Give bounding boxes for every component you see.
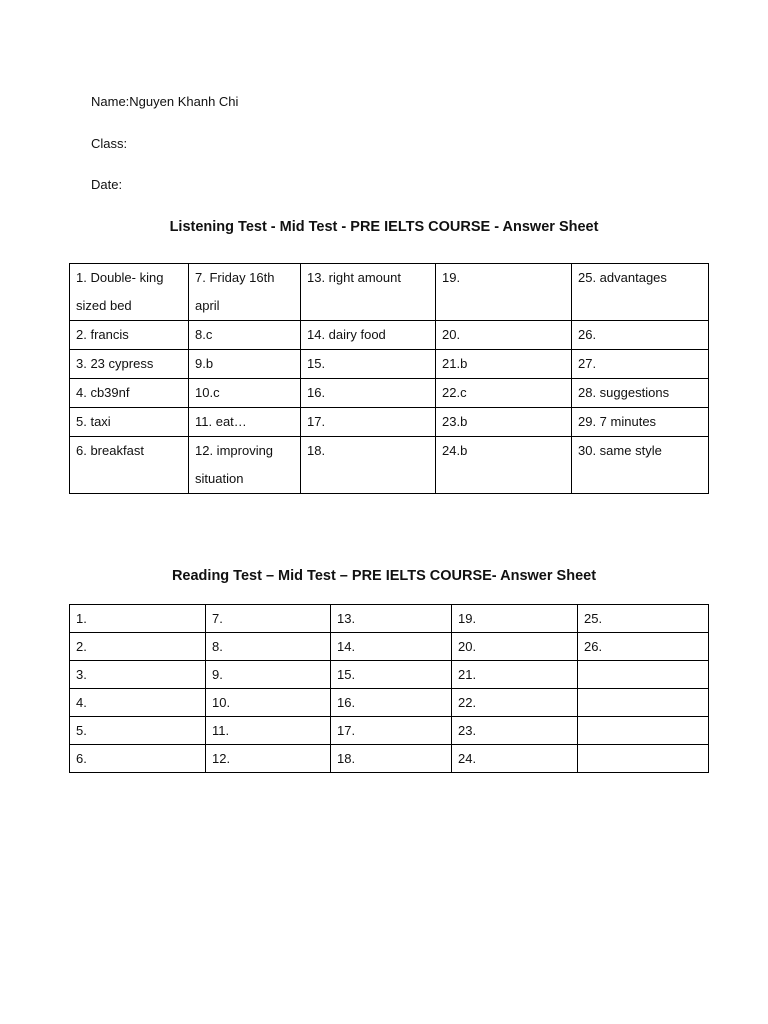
answer-cell	[578, 689, 709, 717]
answer-cell: 6.	[70, 745, 206, 773]
answer-cell: 4. cb39nf	[70, 379, 189, 408]
answer-cell: 26.	[572, 321, 709, 350]
answer-cell: 6. breakfast	[70, 437, 189, 494]
answer-cell: 12. improving situation	[189, 437, 301, 494]
answer-cell: 15.	[331, 661, 452, 689]
answer-cell: 20.	[452, 633, 578, 661]
answer-cell: 1.	[70, 605, 206, 633]
student-class: Class:	[91, 136, 128, 151]
answer-cell: 25.	[578, 605, 709, 633]
answer-cell: 15.	[301, 350, 436, 379]
answer-cell: 10.c	[189, 379, 301, 408]
answer-cell: 13.	[331, 605, 452, 633]
student-name: Name:Nguyen Khanh Chi	[91, 94, 239, 109]
table-row	[70, 350, 709, 379]
table-row	[70, 745, 709, 773]
answer-cell: 30. same style	[572, 437, 709, 494]
answer-cell: 9.b	[189, 350, 301, 379]
test-date: Date:	[91, 177, 123, 192]
answer-cell: 16.	[301, 379, 436, 408]
table-row	[70, 605, 709, 633]
answer-cell: 1. Double- king sized bed	[70, 264, 189, 321]
answer-cell	[578, 745, 709, 773]
answer-cell: 3.	[70, 661, 206, 689]
answer-cell: 7. Friday 16th april	[189, 264, 301, 321]
answer-cell: 21.b	[436, 350, 572, 379]
answer-cell: 28. suggestions	[572, 379, 709, 408]
answer-cell: 14.	[331, 633, 452, 661]
answer-cell: 19.	[452, 605, 578, 633]
answer-cell: 12.	[206, 745, 331, 773]
table-row	[70, 321, 709, 350]
listening-title: Listening Test - Mid Test - PRE IELTS COURSE - Answer Sheet	[169, 219, 599, 235]
answer-cell: 17.	[331, 717, 452, 745]
answer-cell: 23.	[452, 717, 578, 745]
answer-cell: 24.	[452, 745, 578, 773]
answer-cell: 23.b	[436, 408, 572, 437]
table-row	[70, 408, 709, 437]
answer-cell: 21.	[452, 661, 578, 689]
answer-cell: 18.	[331, 745, 452, 773]
answer-cell: 25. advantages	[572, 264, 709, 321]
answer-cell: 2.	[70, 633, 206, 661]
answer-cell: 22.	[452, 689, 578, 717]
answer-cell: 20.	[436, 321, 572, 350]
answer-cell: 8.c	[189, 321, 301, 350]
answer-cell: 24.b	[436, 437, 572, 494]
table-row	[70, 689, 709, 717]
table-row	[70, 437, 709, 494]
answer-cell: 4.	[70, 689, 206, 717]
answer-cell: 7.	[206, 605, 331, 633]
answer-cell: 10.	[206, 689, 331, 717]
answer-cell	[578, 717, 709, 745]
answer-cell: 9.	[206, 661, 331, 689]
table-row	[70, 661, 709, 689]
table-row	[70, 264, 709, 321]
table-row	[70, 633, 709, 661]
answer-cell: 17.	[301, 408, 436, 437]
answer-cell: 5. taxi	[70, 408, 189, 437]
answer-cell: 3. 23 cypress	[70, 350, 189, 379]
table-row	[70, 717, 709, 745]
answer-cell: 27.	[572, 350, 709, 379]
answer-cell: 16.	[331, 689, 452, 717]
listening-answer-table	[69, 263, 709, 494]
answer-cell: 26.	[578, 633, 709, 661]
answer-cell: 14. dairy food	[301, 321, 436, 350]
answer-cell: 22.c	[436, 379, 572, 408]
answer-cell	[578, 661, 709, 689]
answer-cell: 5.	[70, 717, 206, 745]
answer-cell: 11. eat…	[189, 408, 301, 437]
table-row	[70, 379, 709, 408]
answer-cell: 2. francis	[70, 321, 189, 350]
answer-cell: 29. 7 minutes	[572, 408, 709, 437]
answer-cell: 11.	[206, 717, 331, 745]
reading-title: Reading Test – Mid Test – PRE IELTS COURSE- Answer Sheet	[171, 568, 597, 584]
answer-cell: 18.	[301, 437, 436, 494]
answer-cell: 8.	[206, 633, 331, 661]
reading-answer-table	[69, 604, 709, 773]
answer-cell: 13. right amount	[301, 264, 436, 321]
answer-cell: 19.	[436, 264, 572, 321]
